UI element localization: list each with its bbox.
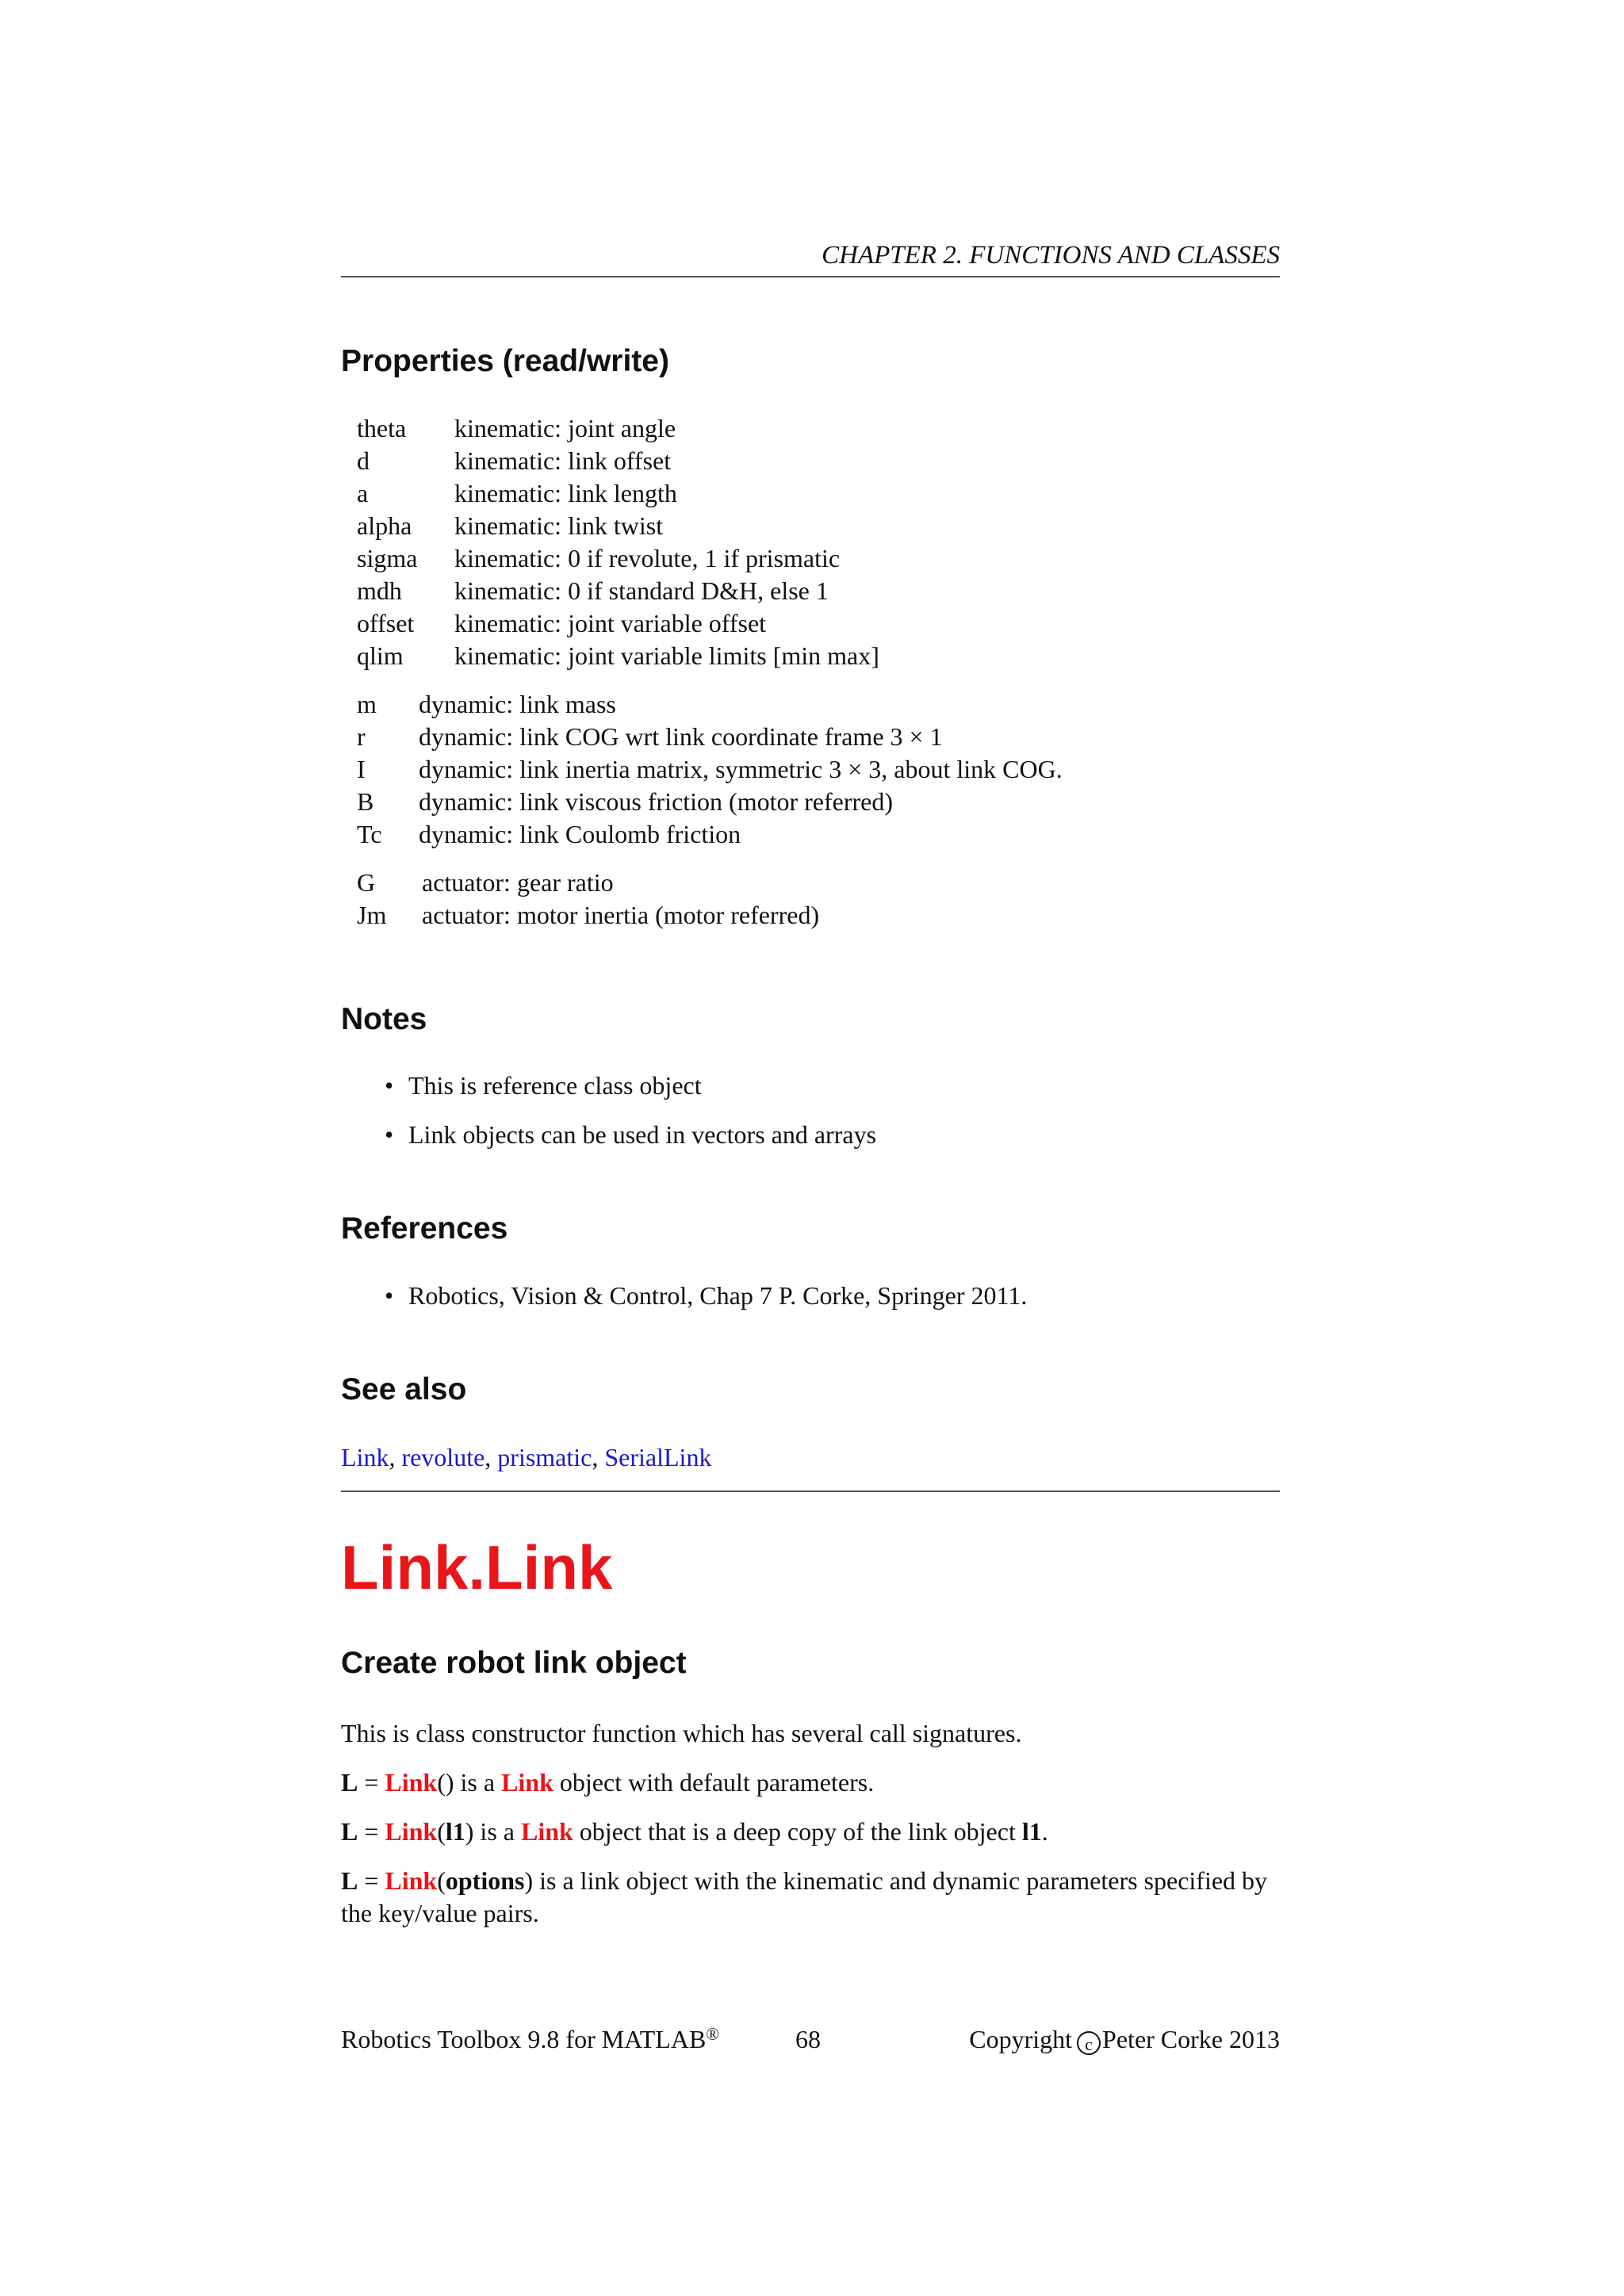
- property-name: Jm: [357, 901, 387, 929]
- signature-default: L = Link() is a Link object with default parameters.: [341, 1768, 875, 1797]
- property-name: B: [357, 787, 374, 816]
- property-row: [357, 607, 879, 640]
- property-row: [357, 688, 1063, 721]
- property-desc: kinematic: joint variable limits [min max]: [454, 641, 879, 670]
- page-footer: [341, 2023, 1280, 2063]
- property-row: [357, 753, 1063, 786]
- property-row: [357, 477, 879, 510]
- property-row: [357, 899, 819, 932]
- link-link[interactable]: Link: [341, 1443, 389, 1471]
- list-item: • This is reference class object: [385, 1070, 876, 1102]
- property-name: G: [357, 868, 376, 897]
- dynamic-properties-list: [357, 688, 1063, 851]
- kinematic-properties-list: [357, 412, 879, 672]
- property-row: [357, 412, 879, 445]
- property-row: [357, 510, 879, 542]
- property-name: a: [357, 479, 369, 507]
- property-desc: dynamic: link mass: [419, 690, 616, 718]
- signature-options: L = Link(options) is a link object with the kinematic and dynamic parameters specified by the key/value pairs.: [341, 1866, 1268, 1927]
- bullet-icon: •: [385, 1071, 394, 1100]
- property-row: [357, 786, 1063, 818]
- notes-heading: Notes: [341, 1002, 427, 1036]
- notes-list: [385, 1070, 876, 1151]
- property-name: qlim: [357, 641, 404, 670]
- actuator-properties-list: [357, 867, 819, 932]
- signature-copy: L = Link(l1) is a Link object that is a deep copy of the link object l1.: [341, 1817, 1048, 1846]
- property-desc: dynamic: link inertia matrix, symmetric 3 × 3, about link COG.: [419, 755, 1063, 783]
- property-desc: kinematic: 0 if revolute, 1 if prismatic: [454, 544, 841, 572]
- revolute-link[interactable]: revolute: [401, 1443, 485, 1471]
- property-row: [357, 721, 1063, 753]
- property-desc: kinematic: joint variable offset: [454, 609, 767, 637]
- property-name: offset: [357, 609, 415, 637]
- property-row: [357, 640, 879, 672]
- property-desc: actuator: motor inertia (motor referred): [422, 901, 820, 929]
- property-desc: dynamic: link Coulomb friction: [419, 820, 741, 848]
- list-item: • Link objects can be used in vectors and arrays: [385, 1119, 876, 1151]
- footer-copyright: Copyright c Peter Corke 2013: [969, 2025, 1280, 2054]
- property-name: sigma: [357, 544, 418, 572]
- property-desc: dynamic: link viscous friction (motor referred): [419, 787, 894, 816]
- intro-paragraph: This is class constructor function which has several call signatures.: [341, 1719, 1022, 1747]
- property-row: [357, 445, 879, 477]
- properties-heading: Properties (read/write): [341, 344, 669, 378]
- registered-mark: ®: [706, 2024, 719, 2044]
- property-row: [357, 575, 879, 607]
- property-row: [357, 542, 879, 575]
- copyright-icon: c: [1077, 2031, 1101, 2055]
- property-name: mdh: [357, 576, 402, 605]
- list-item: • Robotics, Vision & Control, Chap 7 P. Corke, Springer 2011.: [385, 1280, 1027, 1312]
- running-head: CHAPTER 2. FUNCTIONS AND CLASSES: [341, 238, 1280, 277]
- references-heading: References: [341, 1211, 508, 1246]
- seriallink-link[interactable]: SerialLink: [604, 1443, 712, 1471]
- property-name: I: [357, 755, 366, 783]
- bullet-icon: •: [385, 1120, 394, 1149]
- property-desc: dynamic: link COG wrt link coordinate frame 3 × 1: [419, 722, 943, 751]
- property-row: [357, 818, 1063, 851]
- property-desc: actuator: gear ratio: [422, 868, 614, 897]
- see-also-links: Link, revolute, prismatic, SerialLink: [341, 1443, 712, 1471]
- references-list: [385, 1280, 1027, 1312]
- property-name: d: [357, 446, 370, 475]
- property-desc: kinematic: link length: [454, 479, 677, 507]
- bullet-icon: •: [385, 1281, 394, 1310]
- section-divider: [341, 1490, 1280, 1492]
- property-row: [357, 867, 819, 899]
- property-name: r: [357, 722, 366, 751]
- property-name: theta: [357, 414, 407, 442]
- property-desc: kinematic: joint angle: [454, 414, 676, 442]
- property-desc: kinematic: 0 if standard D&H, else 1: [454, 576, 829, 605]
- property-desc: kinematic: link twist: [454, 511, 664, 540]
- property-name: m: [357, 690, 377, 718]
- property-desc: kinematic: link offset: [454, 446, 672, 475]
- page-number: 68: [795, 2025, 821, 2053]
- see-also-heading: See also: [341, 1372, 467, 1406]
- footer-title: Robotics Toolbox 9.8 for MATLAB®: [341, 2024, 719, 2053]
- prismatic-link[interactable]: prismatic: [497, 1443, 592, 1471]
- document-page: [341, 0, 1280, 2296]
- function-title: Link.Link: [341, 1533, 613, 1602]
- property-name: alpha: [357, 511, 412, 540]
- function-subtitle: Create robot link object: [341, 1646, 687, 1680]
- property-name: Tc: [357, 820, 382, 848]
